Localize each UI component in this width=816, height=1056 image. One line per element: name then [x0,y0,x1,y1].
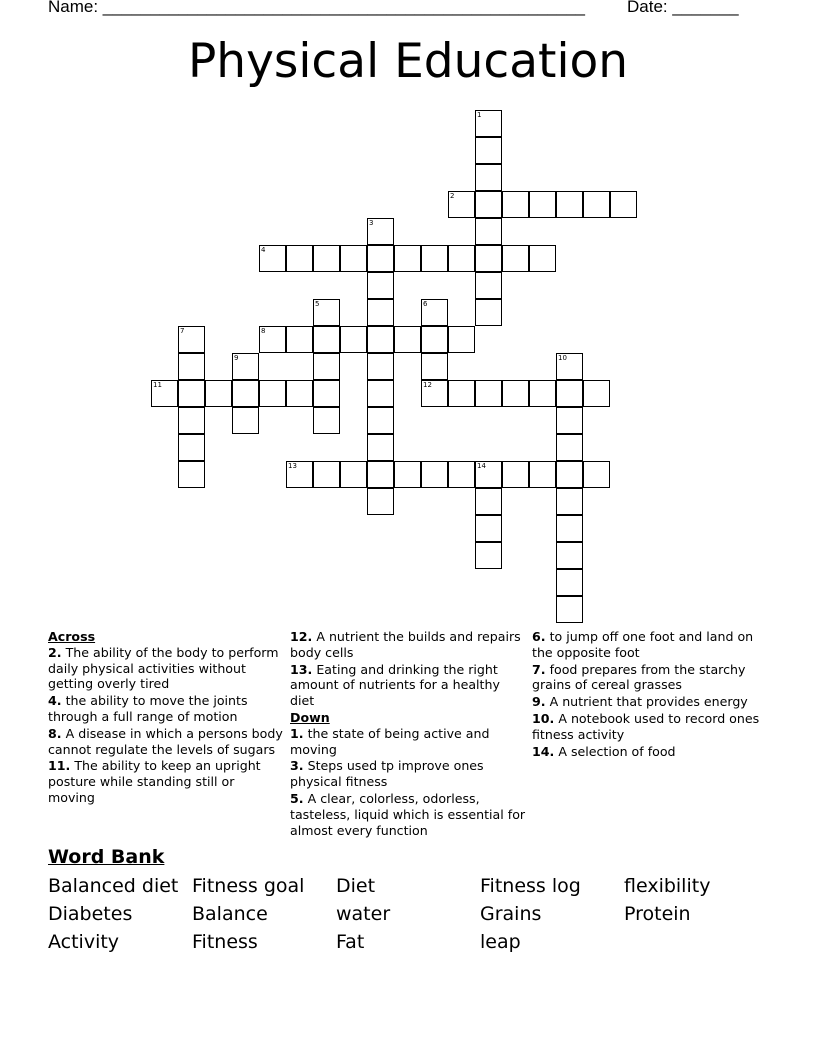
crossword-cell[interactable] [421,461,448,488]
crossword-cell[interactable] [556,596,583,623]
cell-number: 4 [261,246,266,254]
crossword-cell[interactable] [529,191,556,218]
crossword-cell[interactable] [475,515,502,542]
crossword-cell[interactable] [367,218,394,245]
word-bank-item: Protein [624,903,691,925]
crossword-cell[interactable] [556,488,583,515]
crossword-cell[interactable] [556,542,583,569]
cell-number: 2 [450,192,455,200]
crossword-cell[interactable] [178,407,205,434]
clue: 14. A selection of food [532,743,676,759]
crossword-cell[interactable] [367,434,394,461]
crossword-cell[interactable] [421,353,448,380]
crossword-cell[interactable] [259,380,286,407]
word-bank-item: Diet [336,875,376,897]
cell-number: 5 [315,300,320,308]
cell-number: 8 [261,327,266,335]
crossword-cell[interactable] [367,461,394,488]
word-bank-item: Fitness goal [192,875,305,897]
crossword-cell[interactable] [367,245,394,272]
clue: 1. the state of being active and moving [290,725,490,757]
crossword-cell[interactable] [556,353,583,380]
crossword-cell[interactable] [367,380,394,407]
crossword-cell[interactable] [394,461,421,488]
crossword-cell[interactable] [556,380,583,407]
crossword-cell[interactable] [475,110,502,137]
crossword-cell[interactable] [475,488,502,515]
crossword-cell[interactable] [367,272,394,299]
word-bank-item: Fat [336,931,365,953]
crossword-cell[interactable] [448,380,475,407]
cell-number: 9 [234,354,239,362]
crossword-cell[interactable] [475,245,502,272]
clue: 8. A disease in which a persons body cannot regulate the levels of sugars [48,725,283,757]
crossword-cell[interactable] [475,272,502,299]
crossword-cell[interactable] [178,461,205,488]
word-bank-item: Fitness [192,931,258,953]
cell-number: 10 [558,354,567,362]
clue: 3. Steps used tp improve ones physical fitness [290,758,484,790]
word-bank-item: Fitness log [480,875,581,897]
crossword-cell[interactable] [286,326,313,353]
word-bank-item: water [336,903,391,925]
crossword-cell[interactable] [313,353,340,380]
clue: 4. the ability to move the joints through a full range of motion [48,693,248,724]
word-bank-item: Grains [480,903,542,925]
crossword-cell[interactable] [232,353,259,380]
word-bank-item: flexibility [624,875,711,897]
crossword-cell[interactable] [502,461,529,488]
crossword-cell[interactable] [475,191,502,218]
crossword-cell[interactable] [475,164,502,191]
crossword-cell[interactable] [583,380,610,407]
crossword-cell[interactable] [610,191,637,218]
cell-number: 13 [288,462,297,470]
crossword-cell[interactable] [367,353,394,380]
crossword-cell[interactable] [313,407,340,434]
crossword-cell[interactable] [556,407,583,434]
crossword-cell[interactable] [178,380,205,407]
clue: 7. food prepares from the starchy grains of cereal grasses [532,661,746,693]
cell-number: 1 [477,111,482,119]
crossword-cell[interactable] [421,245,448,272]
clue: 12. A nutrient the builds and repairs body cells [290,629,521,660]
cell-number: 7 [180,327,185,335]
crossword-cell[interactable] [556,515,583,542]
word-bank-item: Diabetes [48,903,133,925]
crossword-cell[interactable] [421,326,448,353]
cell-number: 11 [153,381,162,389]
crossword-cell[interactable] [556,434,583,461]
crossword-cell[interactable] [583,191,610,218]
cell-number: 3 [369,219,374,227]
crossword-cell[interactable] [367,488,394,515]
word-bank-item: Balanced diet [48,875,179,897]
crossword-cell[interactable] [421,380,448,407]
crossword-cell[interactable] [232,380,259,407]
crossword-cell[interactable] [178,353,205,380]
crossword-cell[interactable] [475,461,502,488]
crossword-cell[interactable] [448,191,475,218]
crossword-cell[interactable] [286,245,313,272]
crossword-cell[interactable] [367,326,394,353]
clue: 13. Eating and drinking the right amount of nutrients for a healthy diet [290,661,500,709]
crossword-cell[interactable] [475,380,502,407]
crossword-cell[interactable] [529,461,556,488]
crossword-cell[interactable] [313,461,340,488]
crossword-cell[interactable] [502,191,529,218]
date-label: Date: _______ [627,0,739,16]
crossword-cell[interactable] [583,461,610,488]
crossword-cell[interactable] [448,326,475,353]
crossword-cell[interactable] [394,245,421,272]
crossword-cell[interactable] [502,380,529,407]
crossword-cell[interactable] [286,461,313,488]
word-bank-item: Balance [192,903,268,925]
crossword-cell[interactable] [313,326,340,353]
crossword-cell[interactable] [178,326,205,353]
clue: 10. A notebook used to record ones fitness activity [532,710,760,742]
crossword-cell[interactable] [529,245,556,272]
cell-number: 12 [423,381,432,389]
clue: 2. The ability of the body to perform daily physical activities without getting overly tired [48,644,279,692]
clues-column-1 [48,629,284,807]
crossword-cell[interactable] [529,380,556,407]
crossword-cell[interactable] [475,137,502,164]
cell-number: 6 [423,300,428,308]
crossword-cell[interactable] [475,542,502,569]
crossword-cell[interactable] [394,326,421,353]
crossword-cell[interactable] [178,434,205,461]
crossword-cell[interactable] [367,407,394,434]
name-label: Name: ___________________________________________________ [48,0,585,16]
down-heading: Down [290,709,330,725]
clue: 11. The ability to keep an upright posture while standing still or moving [48,758,261,805]
crossword-cell[interactable] [340,245,367,272]
crossword-cell[interactable] [475,218,502,245]
crossword-cell[interactable] [313,380,340,407]
crossword-cell[interactable] [556,191,583,218]
crossword-cell[interactable] [421,299,448,326]
crossword-cell[interactable] [313,245,340,272]
crossword-cell[interactable] [448,461,475,488]
cell-number: 14 [477,462,486,470]
crossword-cell[interactable] [313,299,340,326]
crossword-cell[interactable] [151,380,178,407]
crossword-cell[interactable] [259,245,286,272]
page-title: Physical Education [187,34,629,89]
across-heading: Across [48,629,96,644]
clue: 9. A nutrient that provides energy [532,694,748,710]
clues-column-3 [532,629,768,760]
clue: 6. to jump off one foot and land on the opposite foot [532,629,754,660]
crossword-cell[interactable] [205,380,232,407]
word-bank-item: Activity [48,931,120,953]
clue: 5. A clear, colorless, odorless, tasteless, liquid which is essential for almost every function [290,790,526,838]
word-bank-item: leap [480,931,521,953]
crossword-cell[interactable] [556,569,583,596]
crossword-cell[interactable] [367,299,394,326]
crossword-cell[interactable] [259,326,286,353]
crossword-cell[interactable] [340,461,367,488]
crossword-cell[interactable] [556,461,583,488]
crossword-cell[interactable] [232,407,259,434]
crossword-cell[interactable] [475,299,502,326]
crossword-cell[interactable] [448,245,475,272]
word-bank-title: Word Bank [48,846,165,868]
crossword-cell[interactable] [502,245,529,272]
crossword-cell[interactable] [286,380,313,407]
crossword-cell[interactable] [340,326,367,353]
clues-column-2 [290,629,526,839]
